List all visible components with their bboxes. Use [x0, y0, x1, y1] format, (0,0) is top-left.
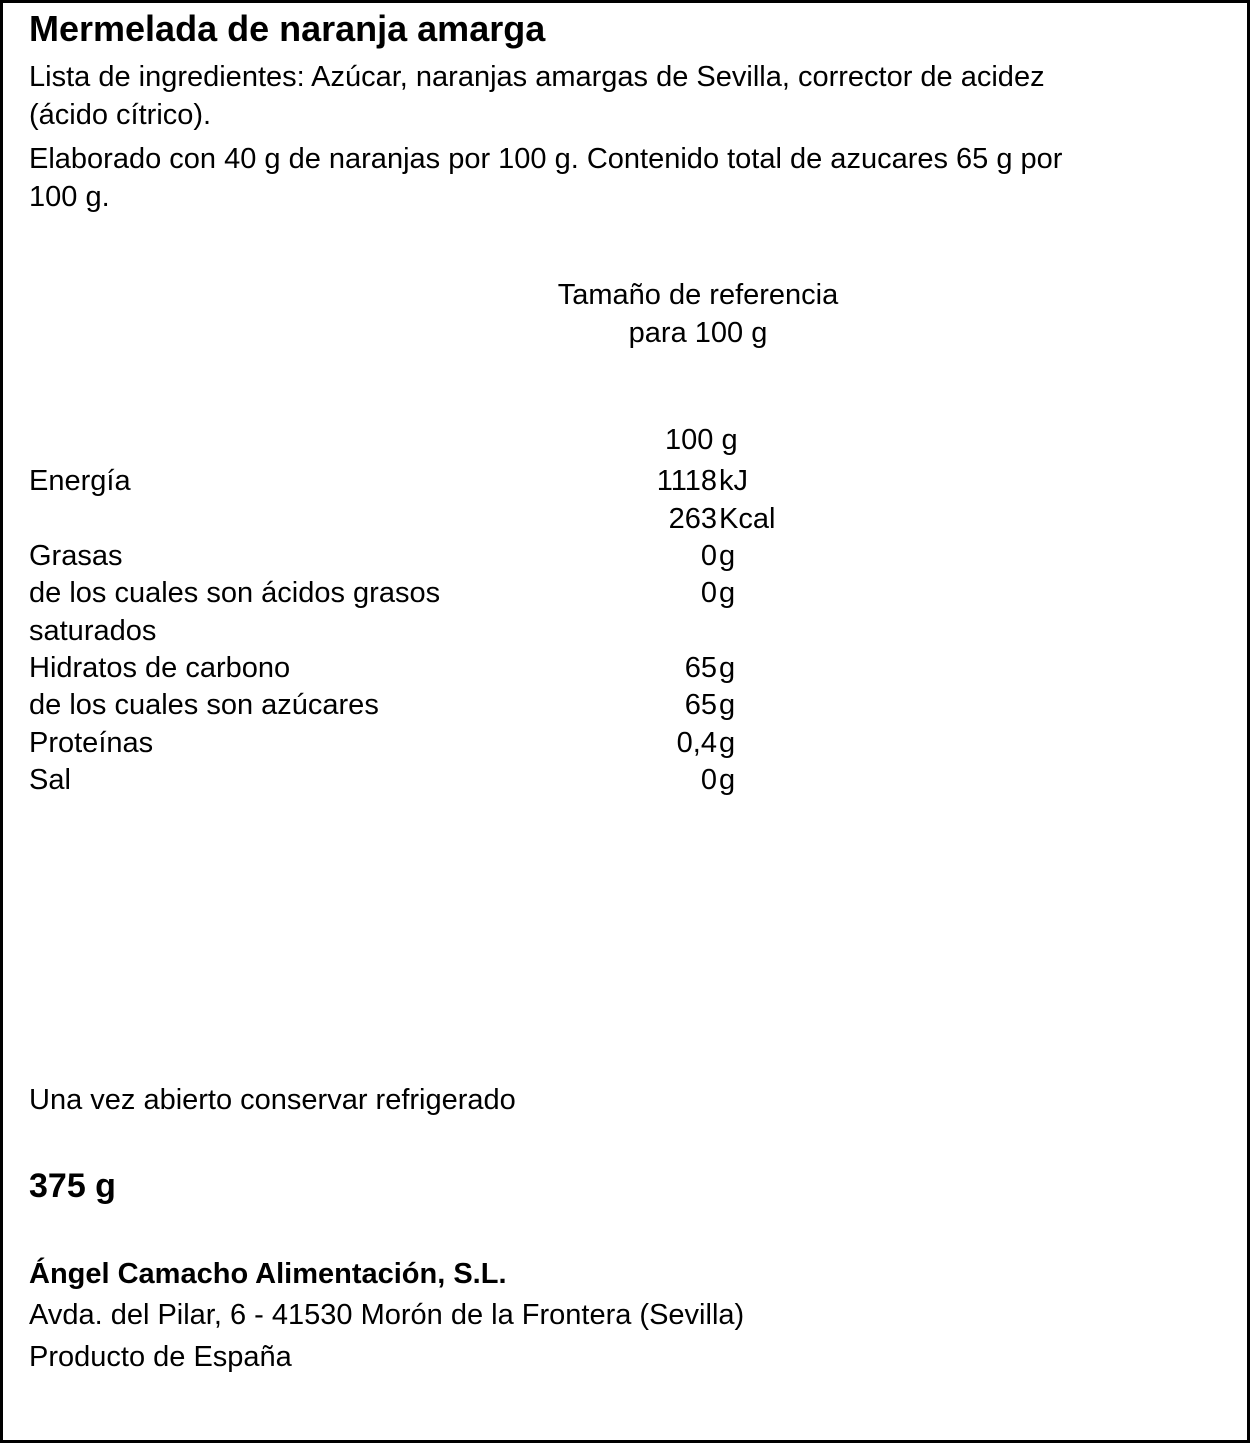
nutrient-label: saturados [29, 615, 157, 647]
nutrition-row [3, 761, 1250, 799]
reference-line-2: para 100 g [628, 317, 768, 349]
nutrient-unit: g [719, 577, 736, 609]
company-address: Avda. del Pilar, 6 - 41530 Morón de la Frontera (Sevilla) [29, 1299, 745, 1331]
reference-line-1: Tamaño de referencia [557, 279, 839, 311]
nutrient-label: Proteínas [29, 727, 154, 759]
nutrient-value: 0 [700, 764, 717, 796]
nutrient-label: Hidratos de carbono [29, 652, 291, 684]
nutrition-row [3, 612, 1250, 650]
product-title: Mermelada de naranja amarga [29, 8, 546, 49]
nutrition-column-header: 100 g [665, 424, 738, 456]
nutrient-value: 0 [700, 540, 717, 572]
nutrition-row [3, 686, 1250, 724]
nutrient-unit: g [719, 727, 736, 759]
nutrient-label: de los cuales son azúcares [29, 689, 379, 721]
nutrient-value: 263 [668, 503, 717, 535]
storage-instructions: Una vez abierto conservar refrigerado [29, 1084, 516, 1116]
nutrient-value: 65 [684, 652, 717, 684]
ingredients-line-1: Lista de ingredientes: Azúcar, naranjas amargas de Sevilla, corrector de acidez [29, 61, 1045, 93]
nutrition-row [3, 462, 1250, 500]
product-origin: Producto de España [29, 1341, 292, 1373]
nutrient-label: Grasas [29, 540, 123, 572]
nutrient-unit: kJ [719, 465, 748, 497]
nutrient-unit: g [719, 540, 736, 572]
nutrition-row [3, 500, 1250, 538]
nutrient-unit: g [719, 689, 736, 721]
elaboration-line-2: 100 g. [29, 181, 110, 213]
reference-size-header [393, 276, 1003, 352]
nutrition-row [3, 537, 1250, 575]
nutrient-label: de los cuales son ácidos grasos [29, 577, 441, 609]
nutrient-value: 0,4 [676, 727, 717, 759]
nutrient-label: Sal [29, 764, 71, 796]
nutrition-row [3, 724, 1250, 762]
nutrient-value: 65 [684, 689, 717, 721]
company-name: Ángel Camacho Alimentación, S.L. [29, 1258, 507, 1290]
nutrient-value: 1118 [656, 465, 717, 497]
nutrient-label: Energía [29, 465, 131, 497]
nutrition-row [3, 649, 1250, 687]
ingredients-line-2: (ácido cítrico). [29, 99, 212, 131]
net-weight: 375 g [29, 1167, 116, 1205]
nutrient-unit: Kcal [719, 503, 776, 535]
nutrient-unit: g [719, 652, 736, 684]
elaboration-text [29, 140, 1062, 216]
nutrient-unit: g [719, 764, 736, 796]
ingredients-text [29, 58, 1045, 134]
nutrition-row [3, 574, 1250, 612]
nutrient-value: 0 [700, 577, 717, 609]
elaboration-line-1: Elaborado con 40 g de naranjas por 100 g. Contenido total de azucares 65 g por [29, 143, 1063, 175]
